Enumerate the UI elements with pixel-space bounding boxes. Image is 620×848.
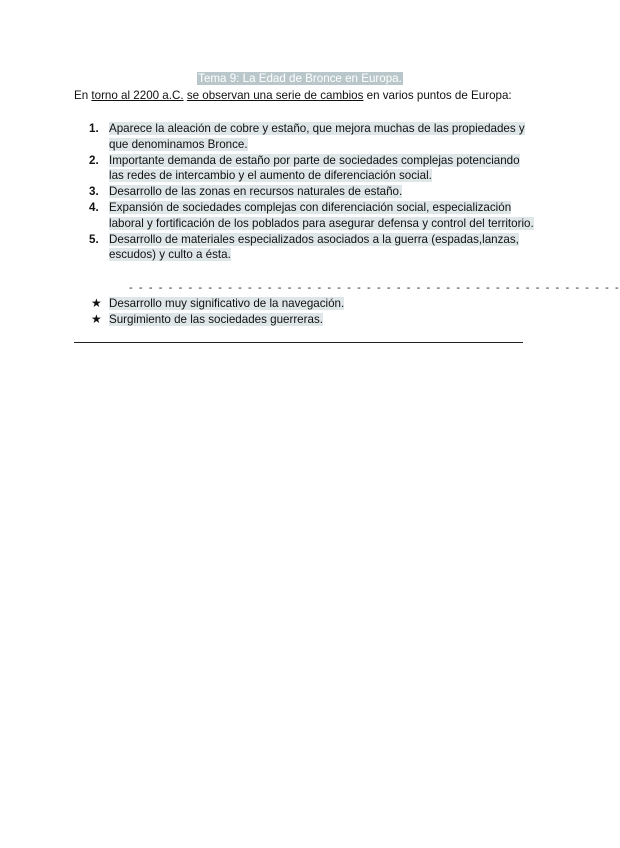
star-list bbox=[74, 296, 344, 328]
intro-underlined-changes: se observan una serie de cambios bbox=[186, 89, 364, 102]
intro-paragraph bbox=[74, 88, 514, 104]
list-item-number: 1. bbox=[89, 122, 99, 135]
list-item-text: Desarrollo de materiales especializados asociados a la guerra (espadas,lanzas, escudos) y culto a ésta. bbox=[109, 232, 519, 262]
horizontal-rule bbox=[74, 342, 523, 343]
dashed-separator: - - - - - - - - - - - - - - - - - - - - - - - - - - - - - - - - - - - - - - - - - - - - - - - - - - bbox=[129, 282, 620, 294]
list-item bbox=[74, 153, 534, 185]
list-item-number: 3. bbox=[89, 185, 99, 199]
star-list-item bbox=[74, 312, 344, 328]
list-item-number: 4. bbox=[89, 200, 99, 214]
star-bullet-icon: ★ bbox=[91, 296, 102, 310]
list-item bbox=[74, 121, 534, 153]
list-item bbox=[74, 232, 534, 264]
page-title bbox=[0, 71, 600, 87]
intro-suffix: en varios puntos de Europa: bbox=[363, 89, 512, 102]
star-list-item-text: Surgimiento de las sociedades guerreras. bbox=[109, 312, 323, 326]
list-item-text: Desarrollo de las zonas en recursos naturales de estaño. bbox=[109, 185, 403, 199]
list-item-text: Aparece la aleación de cobre y estaño, que mejora muchas de las propiedades y que denominamos Bronce. bbox=[109, 122, 525, 151]
list-item-text: Importante demanda de estaño por parte de sociedades complejas potenciando las redes de intercambio y el aumento de diferenciación social. bbox=[109, 153, 520, 183]
list-item bbox=[74, 200, 534, 232]
list-item-number: 5. bbox=[89, 232, 99, 246]
intro-prefix: En bbox=[74, 89, 92, 102]
star-bullet-icon: ★ bbox=[91, 311, 102, 326]
numbered-list bbox=[74, 121, 534, 263]
list-item-number: 2. bbox=[89, 153, 99, 167]
list-item bbox=[74, 184, 534, 200]
star-list-item-text: Desarrollo muy significativo de la navegación. bbox=[109, 297, 345, 310]
list-item-text: Expansión de sociedades complejas con diferenciación social, especialización laboral y fortificación de los poblados para asegurar defensa y control del territorio. bbox=[109, 200, 534, 230]
page-title-text: Tema 9: La Edad de Bronce en Europa. bbox=[198, 72, 402, 85]
intro-underlined-date: torno al 2200 a.C. bbox=[91, 89, 184, 102]
star-list-item bbox=[74, 296, 344, 312]
